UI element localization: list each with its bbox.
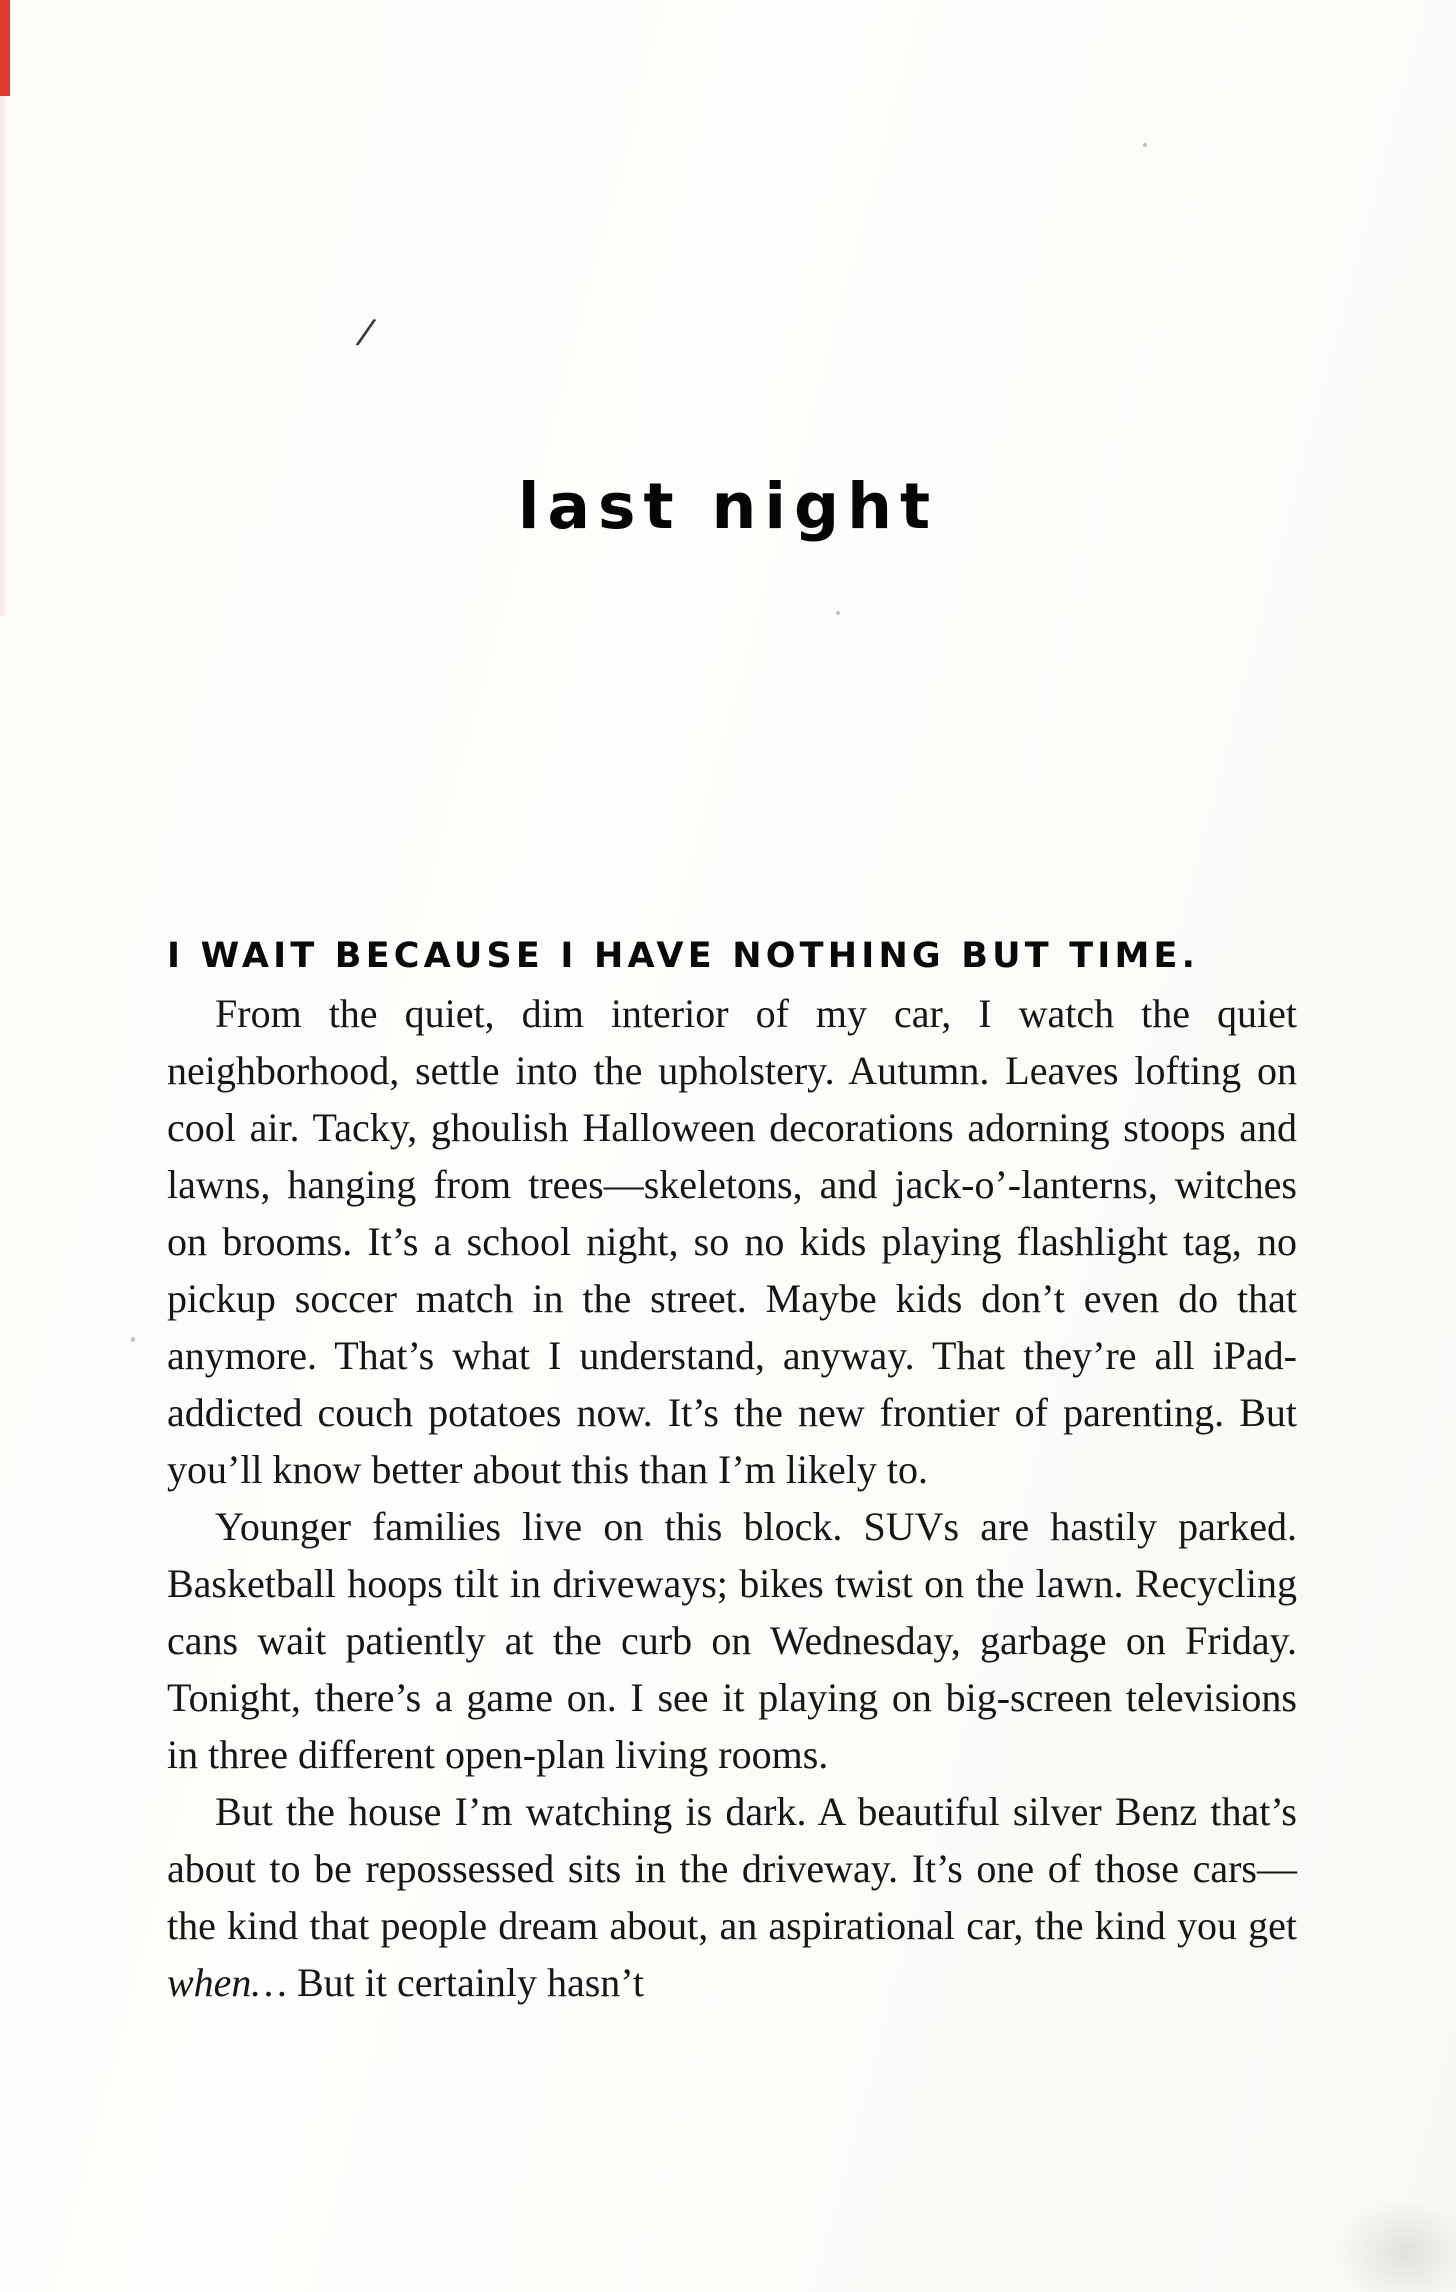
scan-corner-smudge: [1316, 2182, 1456, 2292]
scan-speck: [131, 1337, 135, 1342]
scan-speck: [836, 611, 840, 615]
paragraph-3: [167, 1783, 1297, 2011]
paragraph-3-italic-word: when…: [167, 1960, 287, 2005]
pen-mark: /: [357, 311, 375, 353]
paragraph-1: From the quiet, dim interior of my car, I watch the quiet neighborhood, settle into the upholstery. Autumn. Leaves lofting on cool air. Tacky, ghoulish Halloween decorations adorning stoops and lawns, hanging from trees—skeletons, and jack-o’-lanterns, witches on brooms. It’s a school night, so no kids playing flashlight tag, no pickup soccer match in the street. Maybe kids don’t even do that anymore. That’s what I understand, anyway. That they’re all iPad-addicted couch potatoes now. It’s the new frontier of parenting. But you’ll know better about this than I’m likely to.: [167, 991, 1297, 1492]
scan-edge-tint: [0, 96, 5, 616]
scan-edge-artifact: [0, 0, 10, 96]
body-text: [167, 928, 1297, 2011]
paragraph-3-text-end: But it certainly hasn’t: [287, 1960, 644, 2005]
paragraph-3-text: But the house I’m watching is dark. A beautiful silver Benz that’s about to be repossessed sits in the driveway. It’s one of those cars—the kind that people dream about, an aspirational car, the kind you get: [167, 1789, 1297, 1948]
paragraph-2: Younger families live on this block. SUVs are hastily parked. Basketball hoops tilt in driveways; bikes twist on the lawn. Recycling cans wait patiently at the curb on Wednesday, garbage on Friday. Tonight, there’s a game on. I see it playing on big-screen televisions in three different open-plan living rooms.: [167, 1504, 1297, 1777]
scan-speck: [1143, 143, 1147, 147]
opening-line: I WAIT BECAUSE I HAVE NOTHING BUT TIME.: [167, 936, 1200, 976]
chapter-title: last night: [517, 470, 939, 543]
